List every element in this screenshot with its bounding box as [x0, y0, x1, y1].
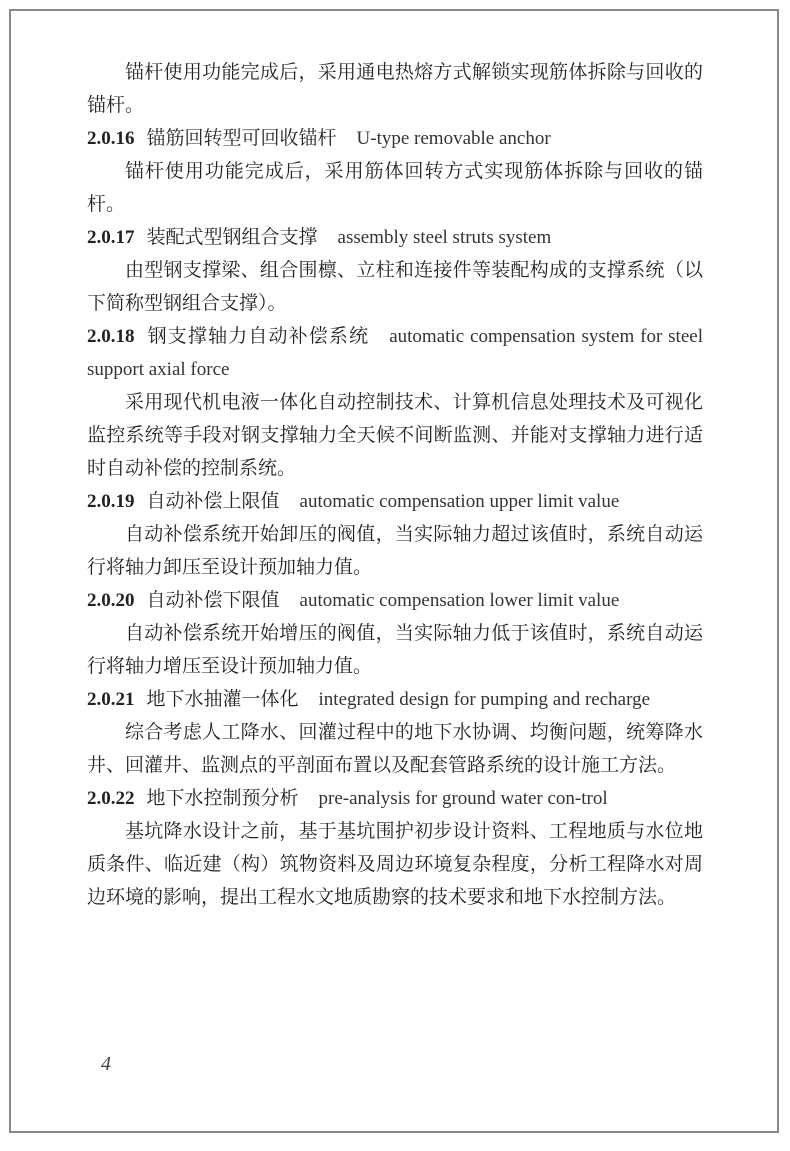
term-chinese: 装配式型钢组合支撑 [146, 226, 318, 248]
term-number: 2.0.17 [87, 227, 135, 248]
intro-paragraph: 锚杆使用功能完成后，采用通电热熔方式解锁实现筋体拆除与回收的锚杆。 [87, 61, 703, 116]
term-heading-2-0-16 [87, 122, 703, 155]
term-english: U-type removable anchor [356, 128, 551, 149]
term-number: 2.0.16 [87, 128, 135, 149]
term-definition: 由型钢支撑梁、组合围檩、立柱和连接件等装配构成的支撑系统（以下简称型钢组合支撑）。 [87, 259, 703, 314]
page-number: 4 [101, 1053, 111, 1075]
term-english: automatic compensation upper limit value [299, 491, 620, 512]
term-english: automatic compensation lower limit value [299, 590, 620, 611]
term-heading-2-0-21 [87, 683, 703, 716]
term-number: 2.0.20 [87, 590, 135, 611]
term-heading-2-0-22 [87, 782, 703, 815]
term-chinese: 自动补偿下限值 [146, 589, 280, 611]
document-body [87, 56, 703, 914]
term-definition: 自动补偿系统开始增压的阀值，当实际轴力低于该值时，系统自动运行将轴力增压至设计预加轴力值。 [87, 622, 703, 677]
term-chinese: 锚筋回转型可回收锚杆 [146, 127, 337, 149]
term-heading-2-0-20 [87, 584, 703, 617]
term-number: 2.0.19 [87, 491, 135, 512]
term-definition: 锚杆使用功能完成后，采用筋体回转方式实现筋体拆除与回收的锚杆。 [87, 160, 703, 215]
term-chinese: 地下水控制预分析 [146, 787, 299, 809]
term-chinese: 自动补偿上限值 [146, 490, 280, 512]
term-heading-2-0-17 [87, 221, 703, 254]
term-number: 2.0.21 [87, 689, 135, 710]
term-english: automatic compensation system for steel support axial force [87, 326, 703, 380]
term-chinese: 地下水抽灌一体化 [146, 688, 299, 710]
term-number: 2.0.22 [87, 788, 135, 809]
term-english: pre-analysis for ground water con-trol [318, 788, 608, 809]
term-english: integrated design for pumping and recharge [318, 689, 651, 710]
term-english: assembly steel struts system [337, 227, 552, 248]
term-definition: 综合考虑人工降水、回灌过程中的地下水协调、均衡问题，统筹降水井、回灌井、监测点的平剖面布置以及配套管路系统的设计施工方法。 [87, 721, 703, 776]
term-definition: 基坑降水设计之前，基于基坑围护初步设计资料、工程地质与水位地质条件、临近建（构）筑物资料及周边环境复杂程度，分析工程降水对周边环境的影响，提出工程水文地质勘察的技术要求和地下水控制方法。 [87, 820, 703, 908]
term-definition: 采用现代机电液一体化自动控制技术、计算机信息处理技术及可视化监控系统等手段对钢支撑轴力全天候不间断监测、并能对支撑轴力进行适时自动补偿的控制系统。 [87, 391, 703, 479]
term-definition: 自动补偿系统开始卸压的阀值，当实际轴力超过该值时，系统自动运行将轴力卸压至设计预加轴力值。 [87, 523, 703, 578]
term-heading-2-0-19 [87, 485, 703, 518]
term-chinese: 钢支撑轴力自动补偿系统 [146, 325, 370, 347]
term-number: 2.0.18 [87, 326, 135, 347]
term-heading-2-0-18 [87, 320, 703, 386]
